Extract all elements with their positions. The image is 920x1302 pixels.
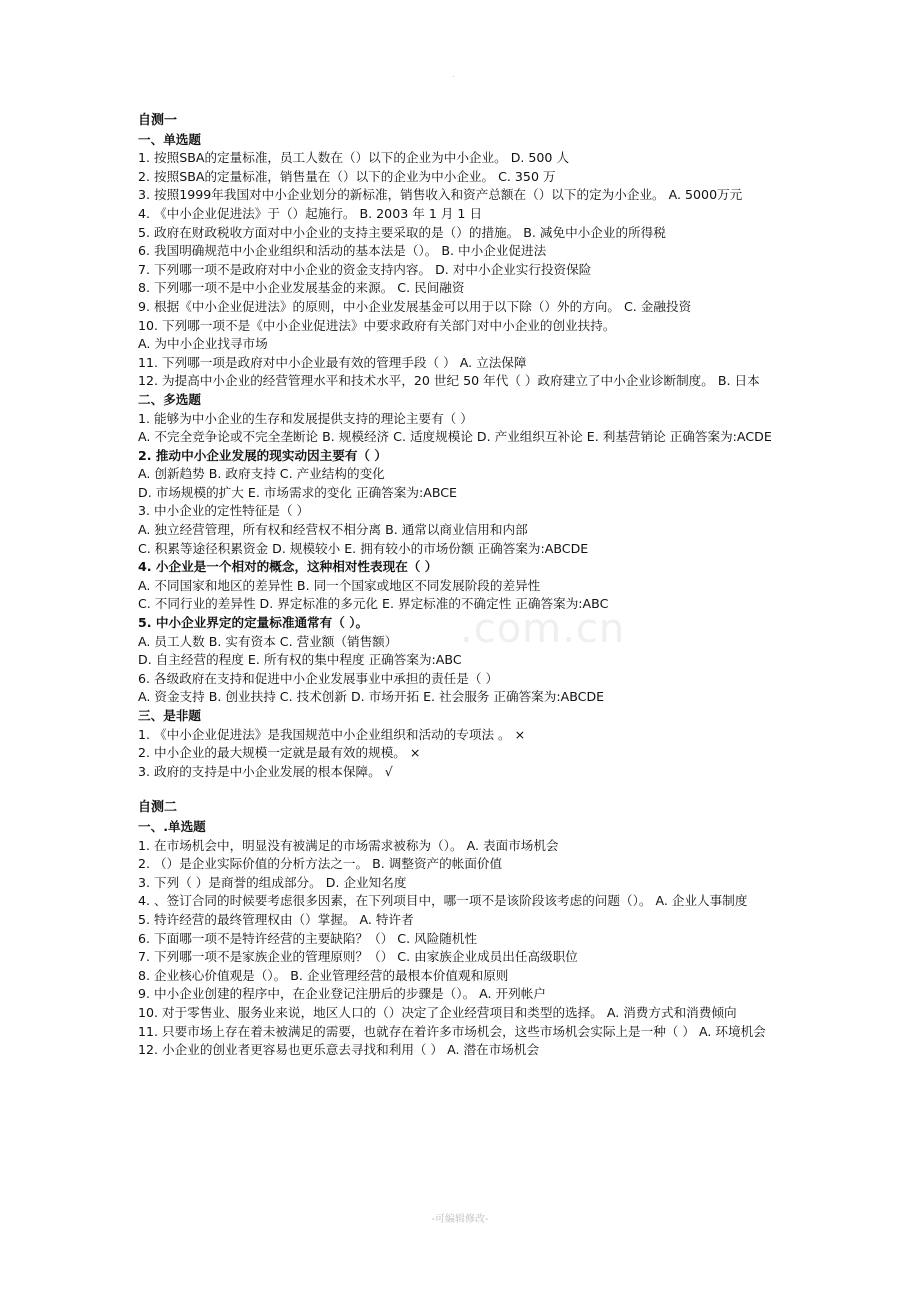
question-line: 8. 下列哪一项不是中小企业发展基金的来源。 C. 民间融资 <box>138 280 465 296</box>
question-line: C. 积累等途径积累资金 D. 规模较小 E. 拥有较小的市场份额 正确答案为:ABCDE <box>138 540 589 556</box>
question-line: A. 为中小企业找寻市场 <box>138 336 268 352</box>
question-line: 2. 中小企业的最大规模一定就是最有效的规模。 × <box>138 745 421 761</box>
question-line: 3. 下列（ ）是商誉的组成部分。 D. 企业知名度 <box>138 874 407 890</box>
question-line: 10. 对于零售业、服务业来说，地区人口的（）决定了企业经营项目和类型的选择。 A. 消费方式和消费倾向 <box>138 1004 737 1020</box>
question-line: 10. 下列哪一项不是《中小企业促进法》中要求政府有关部门对中小企业的创业扶持。 <box>138 317 616 333</box>
question-line: 8. 企业核心价值观是（）。 B. 企业管理经营的最根本价值观和原则 <box>138 967 509 983</box>
question-line: D. 市场规模的扩大 E. 市场需求的变化 正确答案为:ABCE <box>138 484 457 500</box>
question-line: A. 不完全竞争论或不完全垄断论 B. 规模经济 C. 适度规模论 D. 产业组织互补论 E. 利基营销论 正确答案为:ACDE <box>138 429 772 445</box>
question-line: 1. 《中小企业促进法》是我国规范中小企业组织和活动的专项法 。 × <box>138 726 526 742</box>
question-line: 4. 《中小企业促进法》于（）起施行。 B. 2003 年 1 月 1 日 <box>138 205 483 221</box>
question-line: A. 不同国家和地区的差异性 B. 同一个国家或地区不同发展阶段的差异性 <box>138 577 541 593</box>
question-line: 5. 政府在财政税收方面对中小企业的支持主要采取的是（）的措施。 B. 减免中小企业的所得税 <box>138 224 666 240</box>
header-mark: . <box>452 70 455 80</box>
question-line: 6. 我国明确规范中小企业组织和活动的基本法是（）。 B. 中小企业促进法 <box>138 243 547 259</box>
question-line: 7. 下列哪一项不是家族企业的管理原则？（） C. 由家族企业成员出任高级职位 <box>138 949 578 965</box>
question-line: A. 员工人数 B. 实有资本 C. 营业额（销售额） <box>138 633 398 649</box>
section-heading: 一、.单选题 <box>138 818 206 834</box>
question-line: D. 自主经营的程度 E. 所有权的集中程度 正确答案为:ABC <box>138 652 462 668</box>
question-line: 11. 只要市场上存在着未被满足的需要，也就存在着许多市场机会，这些市场机会实际上是一种（ ） A. 环境机会 <box>138 1023 766 1039</box>
document-body <box>138 112 798 1060</box>
question-line: 7. 下列哪一项不是政府对中小企业的资金支持内容。 D. 对中小企业实行投资保险 <box>138 261 592 277</box>
question-line: A. 资金支持 B. 创业扶持 C. 技术创新 D. 市场开拓 E. 社会服务 正确答案为:ABCDE <box>138 689 605 705</box>
question-line: 6. 下面哪一项不是特许经营的主要缺陷？（） C. 风险随机性 <box>138 930 478 946</box>
question-line: A. 创新趋势 B. 政府支持 C. 产业结构的变化 <box>138 466 385 482</box>
section-gap <box>138 781 798 799</box>
section-title: 自测一 <box>138 113 178 128</box>
section-heading: 二、多选题 <box>138 391 201 407</box>
section-heading: 三、是非题 <box>138 708 201 723</box>
question-line: 1. 能够为中小企业的生存和发展提供支持的理论主要有（ ） <box>138 410 473 426</box>
question-line: 3. 按照1999年我国对中小企业划分的新标准，销售收入和资产总额在（）以下的定为小企业。 A. 5000万元 <box>138 187 743 203</box>
question-line: 2. （）是企业实际价值的分析方法之一。 B. 调整资产的帐面价值 <box>138 856 503 872</box>
section-heading: 一、单选题 <box>138 131 201 147</box>
question-line: 1. 按照SBA的定量标准，员工人数在（）以下的企业为中小企业。 D. 500 人 <box>138 150 570 166</box>
question-line: 2. 按照SBA的定量标准，销售量在（）以下的企业为中小企业。 C. 350 万 <box>138 168 556 184</box>
question-line: 3. 中小企业的定性特征是（ ） <box>138 503 310 519</box>
question-line: 4. 小企业是一个相对的概念，这种相对性表现在（ ） <box>138 559 438 575</box>
question-line: 1. 在市场机会中，明显没有被满足的市场需求被称为（）。 A. 表面市场机会 <box>138 837 559 853</box>
page-footer: -可编辑修改- <box>431 1214 489 1225</box>
question-line: 2. 推动中小企业发展的现实动因主要有（ ） <box>138 447 388 463</box>
section-title: 自测二 <box>138 800 178 816</box>
question-line: 9. 根据《中小企业促进法》的原则，中小企业发展基金可以用于以下除（）外的方向。 C. 金融投资 <box>138 298 692 314</box>
question-line: 4. 、签订合同的时候要考虑很多因素，在下列项目中，哪一项不是该阶段该考虑的问题（）。 A. 企业人事制度 <box>138 893 748 909</box>
question-line: 12. 为提高中小企业的经营管理水平和技术水平，20 世纪 50 年代（ ）政府建立了中小企业诊断制度。 B. 日本 <box>138 373 760 389</box>
question-line: 6. 各级政府在支持和促进中小企业发展事业中承担的责任是（ ） <box>138 670 499 686</box>
question-line: 12. 小企业的创业者更容易也更乐意去寻找和利用（ ） A. 潜在市场机会 <box>138 1042 540 1058</box>
question-line: A. 独立经营管理，所有权和经营权不相分离 B. 通常以商业信用和内部 <box>138 522 528 538</box>
question-line: 5. 中小企业界定的定量标准通常有（ ）。 <box>138 615 369 631</box>
question-line: C. 不同行业的差异性 D. 界定标准的多元化 E. 界定标准的不确定性 正确答案为:ABC <box>138 596 609 612</box>
question-line: 5. 特许经营的最终管理权由（）掌握。 A. 特许者 <box>138 911 414 927</box>
question-line: 11. 下列哪一项是政府对中小企业最有效的管理手段（ ） A. 立法保障 <box>138 354 527 370</box>
question-line: 9. 中小企业创建的程序中，在企业登记注册后的步骤是（）。 A. 开列帐户 <box>138 986 546 1002</box>
question-line: 3. 政府的支持是中小企业发展的根本保障。 √ <box>138 763 393 779</box>
watermark: .com.cn <box>460 606 626 652</box>
